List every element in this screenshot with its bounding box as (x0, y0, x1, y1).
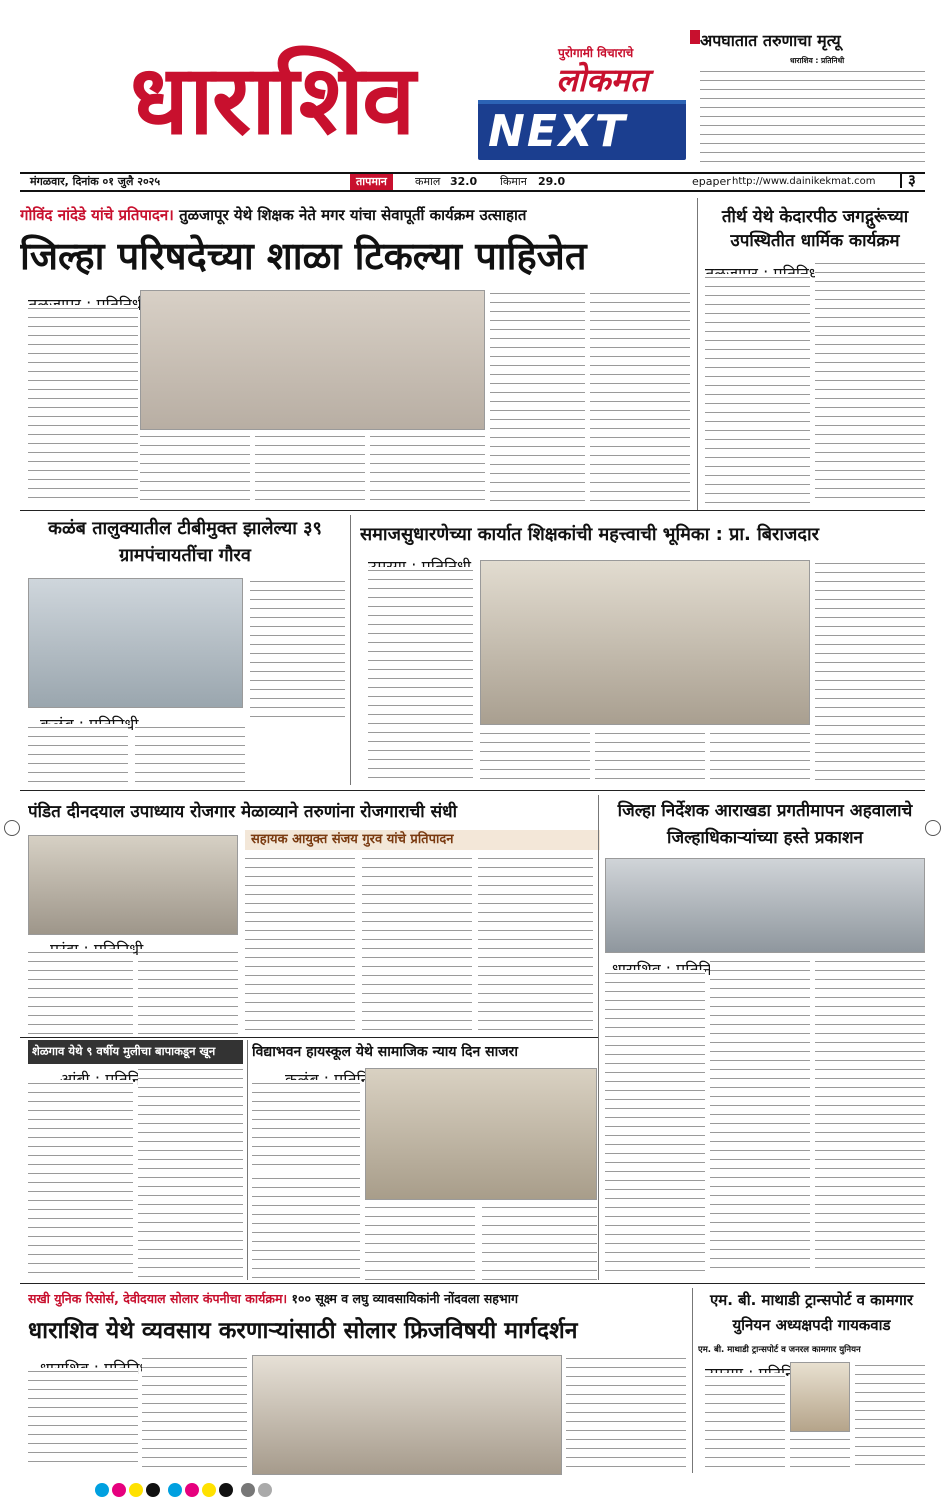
kedarpith-col-2 (815, 260, 925, 505)
story-byline: धाराशिव : प्रतिनिधी (790, 56, 845, 65)
union-col-3 (790, 1436, 850, 1468)
solar-col-2 (142, 1355, 247, 1468)
lead-headline: जिल्हा परिषदेच्या शाळा टिकल्या पाहिजेत (20, 234, 587, 278)
min-temp: 29.0 (538, 175, 566, 188)
union-portrait (790, 1362, 850, 1432)
union-col-2 (855, 1362, 925, 1468)
masthead-brand: लोकमत (556, 61, 648, 99)
lead-kicker-red: गोविंद नांदेडे यांचे प्रतिपादन। (20, 206, 174, 224)
crime-headline: शेळगाव येथे ९ वर्षीय मुलीचा बापाकडून खून (28, 1040, 243, 1064)
lead-col-3 (255, 433, 365, 505)
solar-col-3 (566, 1355, 686, 1468)
lead-col-1 (28, 305, 138, 505)
teacher-col-1 (368, 567, 473, 785)
color-bar-top (690, 30, 700, 44)
union-subhead: एम. बी. माथाडी ट्रान्सपोर्ट व जनरल कामगार युनियन (698, 1345, 861, 1355)
lead-photo (140, 290, 485, 430)
solar-headline: धाराशिव येथे व्यवसाय करणाऱ्यांसाठी सोलार फ्रिजविषयी मार्गदर्शन (28, 1318, 578, 1344)
epaper-label: epaper (692, 175, 731, 188)
min-label: किमान (500, 175, 527, 188)
max-temp: 32.0 (450, 175, 478, 188)
solar-kicker-text: १०० सूक्ष्म व लघु व्यावसायिकांनी नोंदवला सहभाग (291, 1291, 518, 1306)
story-text (700, 68, 925, 168)
teacher-headline: समाजसुधारणेच्या कार्यात शिक्षकांची महत्त्वाची भूमिका : प्रा. बिराजदार (360, 524, 819, 545)
max-label: कमाल (415, 175, 441, 188)
lead-kicker (20, 205, 695, 229)
masthead-title: धाराशिव (130, 44, 414, 156)
school-col-2 (365, 1204, 475, 1280)
teacher-photo (480, 560, 810, 725)
kedarpith-headline: तीर्थ येथे केदारपीठ जगद्गुरूंच्या उपस्थितीत धार्मिक कार्यक्रम (721, 207, 909, 251)
crime-col-1 (28, 1080, 133, 1280)
jobfair-col-5 (478, 855, 593, 1035)
district-col-1 (605, 970, 705, 1275)
registration-bar-bottom (95, 1482, 855, 1498)
jobfair-col-3 (245, 855, 355, 1035)
solar-kicker-red: सखी युनिक रिसोर्स, देवीदयाल सोलार कंपनीचा कार्यक्रम। (28, 1291, 288, 1306)
teacher-col-4 (710, 730, 810, 785)
district-col-2 (710, 958, 810, 1275)
weather-label: तापमान (350, 174, 393, 190)
jobfair-photo (28, 835, 238, 935)
kedarpith-col-1 (705, 274, 810, 505)
solar-photo (252, 1355, 562, 1475)
district-col-3 (815, 958, 925, 1275)
crosshair-left (4, 820, 20, 836)
masthead-tagline: पुरोगामी विचाराचे (558, 46, 634, 60)
next-logo (478, 100, 686, 160)
next-label: NEXT (488, 106, 627, 157)
teacher-col-5 (815, 560, 925, 785)
school-col-1 (252, 1080, 360, 1170)
district-photo (605, 858, 925, 953)
jobfair-col-4 (362, 855, 472, 1035)
school-col-3 (482, 1204, 597, 1280)
issue-date: मंगळवार, दिनांक ०१ जुलै २०२५ (30, 175, 161, 188)
tb-col-2 (28, 724, 128, 784)
school-photo (365, 1068, 597, 1200)
jobfair-headline: पंडित दीनदयाल उपाध्याय रोजगार मेळाव्याने तरुणांना रोजगाराची संधी (28, 802, 457, 822)
school-headline: विद्याभवन हायस्कूल येथे सामाजिक न्याय दिन साजरा (252, 1044, 518, 1060)
lead-col-6 (590, 290, 690, 505)
tb-col-1 (250, 578, 345, 720)
lead-col-4 (370, 433, 485, 505)
date-bar (20, 172, 925, 192)
tb-col-3 (135, 724, 245, 784)
crime-col-2 (138, 1066, 243, 1280)
top-right-story (700, 30, 925, 170)
teacher-col-2 (480, 730, 590, 785)
school-col-4 (252, 1175, 360, 1280)
district-headline: जिल्हा निर्देशक आराखडा प्रगतीमापन अहवालाचे जिल्हाधिकाऱ्यांच्या हस्ते प्रकाशन (617, 801, 913, 848)
solar-col-1 (28, 1368, 138, 1468)
teacher-col-3 (595, 730, 705, 785)
crosshair-right (925, 820, 941, 836)
union-col-1 (705, 1373, 785, 1468)
union-headline: एम. बी. माथाडी ट्रान्सपोर्ट व कामगार युनियन अध्यक्षपदी गायकवाड (709, 1291, 914, 1334)
solar-kicker (28, 1290, 688, 1310)
jobfair-col-1 (28, 949, 133, 1034)
lead-col-5 (490, 290, 585, 505)
lead-col-2 (140, 433, 250, 505)
story-headline: अपघातात तरुणाचा मृत्यू (700, 31, 841, 50)
site-url[interactable]: http://www.dainikekmat.com (732, 176, 876, 187)
tb-headline: कळंब तालुक्यातील टीबीमुक्त झालेल्या ३९ ग्रामपंचायतींचा गौरव (48, 518, 322, 566)
jobfair-col-2 (138, 949, 238, 1034)
page-number: ३ (900, 172, 916, 188)
tb-photo (28, 578, 243, 708)
jobfair-subhead: सहायक आयुक्त संजय गुरव यांचे प्रतिपादन (245, 830, 600, 850)
lead-kicker-text: तुळजापूर येथे शिक्षक नेते मगर यांचा सेवापूर्ती कार्यक्रम उत्साहात (179, 206, 527, 224)
